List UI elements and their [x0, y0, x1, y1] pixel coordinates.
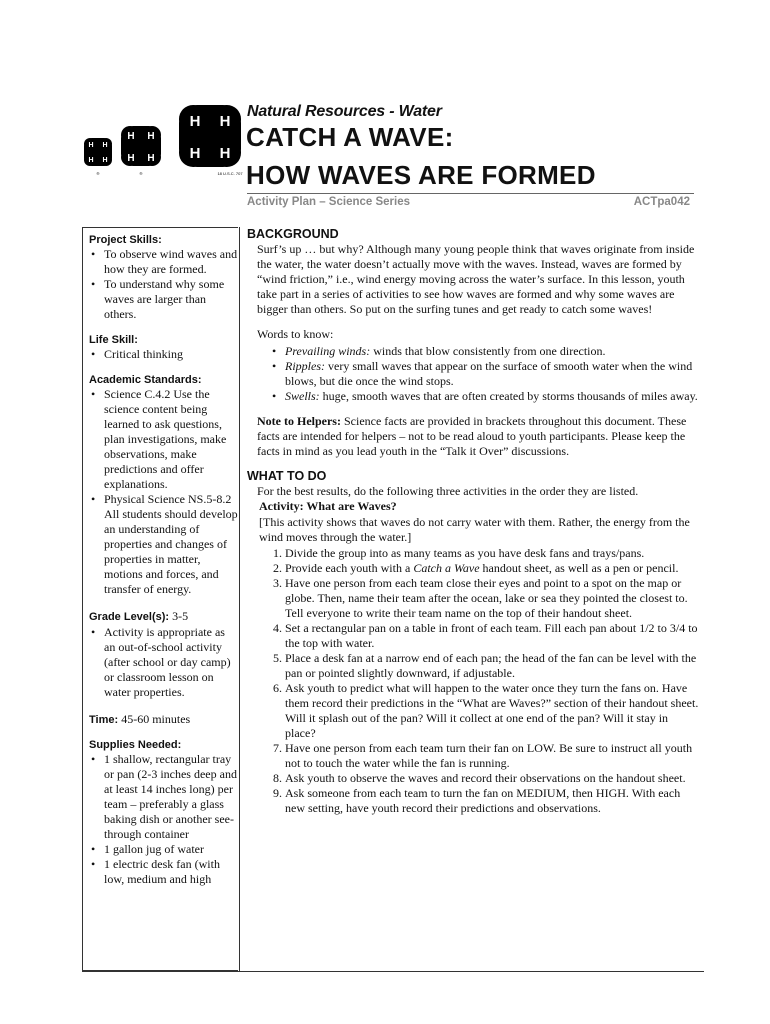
- svg-text:H: H: [102, 157, 108, 164]
- supplies-list: [89, 752, 238, 887]
- supplies-heading: Supplies Needed:: [89, 739, 182, 751]
- definition: very small waves that appear on the surface of smooth water when the wind blows, but die once the wind stops.: [285, 359, 693, 388]
- bottom-rule: [82, 971, 704, 972]
- activity-title: Activity: What are Waves?: [259, 499, 397, 513]
- time-heading: [89, 712, 238, 727]
- list-item: • Physical Science NS.5-8.2 All students should develop an understanding of properties and changes of properties in matter, motions and forces, and transfer of energy.: [104, 492, 238, 597]
- list-item: • To observe wind waves and how they are formed.: [104, 247, 238, 277]
- project-skills-heading: Project Skills:: [89, 234, 162, 246]
- standards-section: [89, 374, 238, 597]
- what-to-do-heading: WHAT TO DO: [247, 469, 327, 483]
- page-title-line2: HOW WAVES ARE FORMED: [246, 160, 596, 190]
- plan-type: Activity Plan – Science Series: [247, 196, 411, 208]
- time-section: [89, 712, 238, 727]
- list-item: [285, 344, 699, 359]
- main-content: [247, 227, 699, 816]
- list-item: • 1 gallon jug of water: [104, 842, 238, 857]
- series-label: Natural Resources - Water: [247, 103, 442, 120]
- life-skill-section: [89, 334, 238, 362]
- 4h-clover-logo: [78, 100, 248, 180]
- definition: huge, smooth waves that are often created by storms thousands of miles away.: [319, 389, 698, 403]
- registered-mark: ®: [96, 171, 100, 176]
- words-intro: Words to know:: [257, 327, 334, 341]
- term: Ripples:: [285, 359, 325, 373]
- list-item: [285, 389, 699, 404]
- svg-text:H: H: [88, 157, 94, 164]
- svg-text:H: H: [102, 142, 108, 149]
- svg-text:H: H: [88, 142, 94, 149]
- registered-mark: ®: [139, 171, 143, 176]
- column-divider: [239, 227, 240, 971]
- supplies-section: [89, 739, 238, 887]
- list-item: [285, 359, 699, 389]
- list-item: • To understand why some waves are larger than others.: [104, 277, 238, 322]
- list-item: • Critical thinking: [104, 347, 238, 362]
- life-skill-heading: Life Skill:: [89, 334, 138, 346]
- note-label: Note to Helpers:: [257, 414, 341, 428]
- step-item: 5. Place a desk fan at a narrow end of each pan; the head of the fan can be level with the pan or pointed slightly downward, if adjustable.: [285, 651, 699, 681]
- list-item: • 1 electric desk fan (with low, medium and high: [104, 857, 238, 887]
- time-label: Time:: [89, 714, 119, 726]
- svg-text:H: H: [127, 153, 135, 164]
- grade-value: 3-5: [172, 609, 189, 623]
- grade-notes: [89, 625, 238, 700]
- words-list: [247, 344, 699, 404]
- definition: winds that blow consistently from one direction.: [370, 344, 606, 358]
- step-item: 2. Provide each youth with a Catch a Wave handout sheet, as well as a pen or pencil.: [285, 561, 699, 576]
- grade-heading: [89, 609, 238, 624]
- 4h-clover-icon-small: [84, 138, 112, 166]
- note-text: Science facts are provided in brackets throughout this document. These facts are intended for helpers – not to be read aloud to youth participants. Please keep the facts in mind as you lead youth in the “Talk it Over” discussions.: [257, 414, 687, 458]
- 4h-clover-icon-medium: [121, 126, 161, 166]
- time-value: 45-60 minutes: [121, 712, 191, 726]
- list-item: • Science C.4.2 Use the science content being learned to ask questions, plan investigations, make observations, make predictions and offer explanations.: [104, 387, 238, 492]
- list-item: • Activity is appropriate as an out-of-school activity (after school or day camp) or classroom lesson on water properties.: [104, 625, 238, 700]
- project-skills-section: [89, 234, 238, 322]
- background-text: Surf’s up … but why? Although many young people think that waves originate from inside the water, the water doesn’t actually move with the waves. Instead, waves are formed by “wind friction,” i.e., wind energy moving across the water’s surface. In this lesson, youth take part in a series of activities to see how waves are formed and why some waves are bigger than others. So put on the surfing tunes and get ready to catch some waves!: [257, 242, 695, 316]
- step-item: 7. Have one person from each team turn their fan on LOW. Be sure to instruct all youth not to touch the water while the fan is running.: [285, 741, 699, 771]
- svg-text:H: H: [189, 145, 201, 162]
- svg-text:H: H: [219, 113, 231, 130]
- grade-section: [89, 609, 238, 700]
- svg-text:H: H: [189, 113, 201, 130]
- svg-text:H: H: [219, 145, 231, 162]
- what-to-do-text: For the best results, do the following three activities in the order they are listed.: [257, 484, 639, 498]
- steps-list: [247, 546, 699, 816]
- step-item: 8. Ask youth to observe the waves and record their observations on the handout sheet.: [285, 771, 699, 786]
- svg-text:H: H: [147, 153, 155, 164]
- step-item: 4. Set a rectangular pan on a table in front of each team. Fill each pan about 1/2 to 3/4 to the top with water.: [285, 621, 699, 651]
- svg-text:H: H: [147, 131, 155, 142]
- activity-intro: [This activity shows that waves do not carry water with them. Rather, the energy from the wind moves through the water.]: [259, 515, 690, 544]
- list-item: • 1 shallow, rectangular tray or pan (2-3 inches deep and at least 14 inches long) per team – preferably a glass baking dish or another see-through container: [104, 752, 238, 842]
- background-heading: BACKGROUND: [247, 227, 339, 241]
- step-item: 9. Ask someone from each team to turn the fan on MEDIUM, then HIGH. With each new setting, have youth record their predictions and observations.: [285, 786, 699, 816]
- step-item: 6. Ask youth to predict what will happen to the water once they turn the fans on. Have them record their predictions in the “What are Waves?” section of their handout sheet. Will it splash out of the pan? Will it collect at one end of the pan? Will it stay in place?: [285, 681, 699, 741]
- header-divider: [247, 193, 694, 194]
- step-item: 3. Have one person from each team close their eyes and point to a spot on the map or globe. Then, name their team after the ocean, lake or sea they pointed the closest to. Tell everyone to write their team name on the top of their handout sheet.: [285, 576, 699, 621]
- term: Prevailing winds:: [285, 344, 371, 358]
- 4h-clover-icon-large: [179, 105, 241, 167]
- step-item: 1. Divide the group into as many teams as you have desk fans and trays/pans.: [285, 546, 699, 561]
- plan-code: ACTpa042: [633, 196, 690, 208]
- svg-text:H: H: [127, 131, 135, 142]
- grade-label: Grade Level(s):: [89, 611, 170, 623]
- plan-subline: [247, 196, 694, 208]
- life-skill-list: [89, 347, 238, 362]
- sidebar: [82, 227, 238, 971]
- term: Swells:: [285, 389, 320, 403]
- page-title-line1: CATCH A WAVE:: [246, 122, 454, 152]
- standards-heading: Academic Standards:: [89, 374, 202, 386]
- note-to-helpers: [257, 414, 699, 459]
- project-skills-list: [89, 247, 238, 322]
- legal-notice-mark: 18 U.S.C. 707: [217, 171, 243, 176]
- standards-list: [89, 387, 238, 597]
